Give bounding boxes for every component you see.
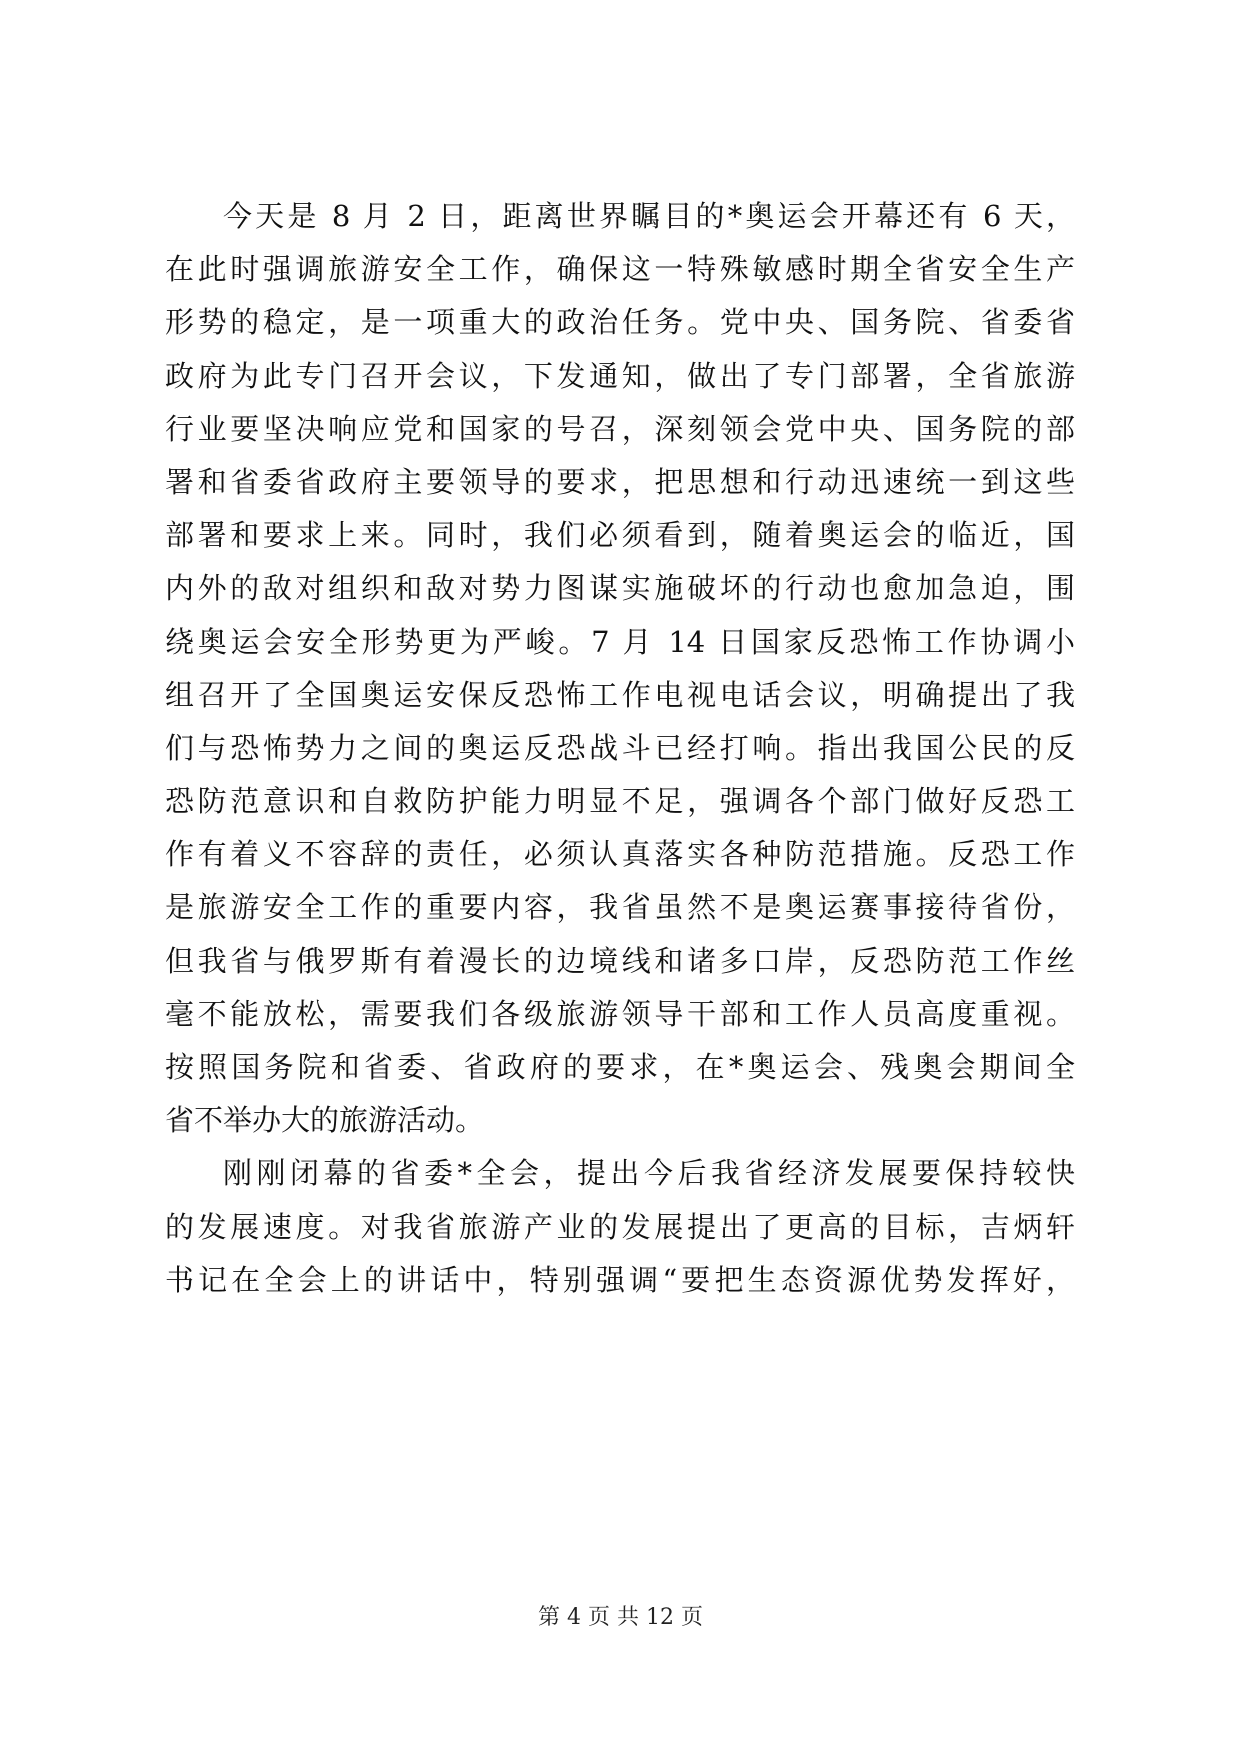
paragraph-2 bbox=[165, 1147, 1075, 1307]
text-line: 绕奥运会安全形势更为严峻。7 月 14 日国家反恐怖工作协调小 bbox=[165, 624, 1075, 659]
text-line: 组召开了全国奥运安保反恐怖工作电视电话会议，明确提出了我 bbox=[165, 677, 1075, 712]
page-footer bbox=[0, 1603, 1241, 1633]
text-line: 但我省与俄罗斯有着漫长的边境线和诸多口岸，反恐防范工作丝 bbox=[165, 943, 1075, 978]
text-line: 行业要坚决响应党和国家的号召，深刻领会党中央、国务院的部 bbox=[165, 411, 1075, 446]
text-line: 今天是 8 月 2 日，距离世界瞩目的*奥运会开幕还有 6 天， bbox=[223, 199, 1075, 233]
text-line: 书记在全会上的讲话中，特别强调“要把生态资源优势发挥好， bbox=[165, 1262, 1075, 1297]
text-line: 形势的稳定，是一项重大的政治任务。党中央、国务院、省委省 bbox=[165, 305, 1075, 340]
text-line: 们与恐怖势力之间的奥运反恐战斗已经打响。指出我国公民的反 bbox=[165, 730, 1075, 765]
text-line: 部署和要求上来。同时，我们必须看到，随着奥运会的临近，国 bbox=[165, 518, 1075, 553]
text-line: 毫不能放松，需要我们各级旅游领导干部和工作人员高度重视。 bbox=[165, 996, 1075, 1031]
text-line: 的发展速度。对我省旅游产业的发展提出了更高的目标，吉炳轩 bbox=[165, 1209, 1075, 1244]
body-text bbox=[165, 190, 1075, 1307]
text-line: 作有着义不容辞的责任，必须认真落实各种防范措施。反恐工作 bbox=[165, 837, 1075, 872]
text-line: 在此时强调旅游安全工作，确保这一特殊敏感时期全省安全生产 bbox=[165, 252, 1075, 287]
text-line: 刚刚闭幕的省委*全会，提出今后我省经济发展要保持较快 bbox=[223, 1156, 1075, 1191]
text-line: 省不举办大的旅游活动。 bbox=[165, 1103, 485, 1138]
page-number-label: 第 4 页 共 12 页 bbox=[538, 1605, 703, 1630]
text-line: 按照国务院和省委、省政府的要求，在*奥运会、残奥会期间全 bbox=[165, 1050, 1075, 1084]
text-line: 政府为此专门召开会议，下发通知，做出了专门部署，全省旅游 bbox=[165, 358, 1075, 393]
text-line: 内外的敌对组织和敌对势力图谋实施破坏的行动也愈加急迫，围 bbox=[165, 571, 1075, 606]
paragraph-1 bbox=[165, 190, 1075, 1147]
text-line: 是旅游安全工作的重要内容，我省虽然不是奥运赛事接待省份， bbox=[165, 890, 1075, 925]
text-line: 署和省委省政府主要领导的要求，把思想和行动迅速统一到这些 bbox=[165, 464, 1075, 499]
text-line: 恐防范意识和自救防护能力明显不足，强调各个部门做好反恐工 bbox=[165, 784, 1075, 819]
